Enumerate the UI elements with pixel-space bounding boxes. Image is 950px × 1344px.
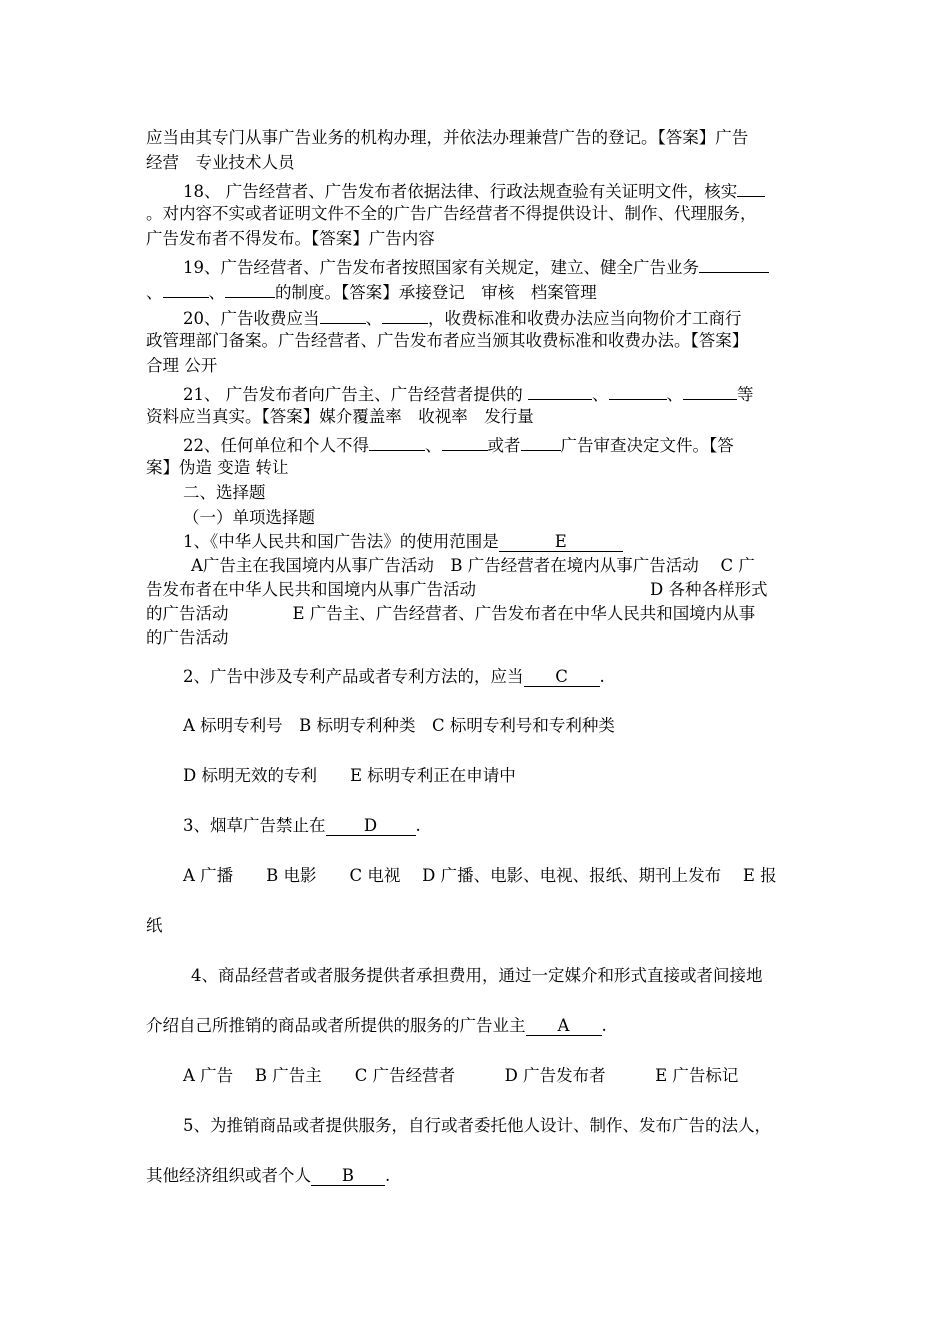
paragraph-line xyxy=(146,330,748,352)
question-19 xyxy=(183,254,769,279)
blank xyxy=(737,178,765,197)
option-line xyxy=(183,1065,738,1087)
blank xyxy=(683,381,737,400)
answer-blank: C xyxy=(524,668,600,687)
text: 的广告活动 xyxy=(146,628,229,647)
option-line xyxy=(183,715,615,737)
text: . xyxy=(385,1166,391,1185)
text: A 广告 B 广告主 C 广告经营者 D 广告发布者 E 广告标记 xyxy=(183,1066,739,1085)
text: 22、任何单位和个人不得 xyxy=(183,436,369,455)
option-line xyxy=(146,627,229,649)
paragraph-line xyxy=(146,127,748,149)
text: 19、广告经营者、广告发布者按照国家有关规定，建立、健全广告业务 xyxy=(183,258,699,277)
option-line xyxy=(183,765,516,787)
choice-question-2 xyxy=(183,666,605,688)
text: ，收费标准和收费办法应当向物价才工商行 xyxy=(428,309,742,328)
text: . xyxy=(601,1016,607,1035)
choice-question-1 xyxy=(183,531,623,553)
text: 5、为推销商品或者提供服务，自行或者委托他人设计、制作、发布广告的法人， xyxy=(183,1116,771,1135)
blank xyxy=(369,432,425,451)
text: 。对内容不实或者证明文件不全的广告广告经营者不得提供设计、制作、代理服务， xyxy=(146,204,757,223)
option-line xyxy=(146,603,755,625)
subsection-heading xyxy=(183,507,315,529)
text: 广告审查决定文件。【答 xyxy=(560,436,734,455)
option-line xyxy=(146,579,767,601)
text: D 各种各样形式 xyxy=(650,580,768,599)
text: 4、商品经营者或者服务提供者承担费用，通过一定媒介和形式直接或者间接地 xyxy=(191,966,763,985)
text: A 广播 B 电影 C 电视 D 广播、电影、电视、报纸、期刊上发布 E 报 xyxy=(183,866,777,885)
text: 纸 xyxy=(146,916,163,935)
text: 合理 公开 xyxy=(146,356,218,375)
text: 21、 广告发布者向广告主、广告经营者提供的 xyxy=(183,385,528,404)
blank xyxy=(609,381,667,400)
text: E 广告主、广告经营者、广告发布者在中华人民共和国境内从事 xyxy=(292,604,756,623)
answer-blank: B xyxy=(311,1167,385,1186)
paragraph-line xyxy=(146,406,534,428)
text: 3、烟草广告禁止在 xyxy=(183,816,326,835)
text: 1、《中华人民共和国广告法》的使用范围是 xyxy=(183,532,499,551)
choice-question-3 xyxy=(183,815,421,837)
text: 、 xyxy=(666,385,683,404)
question-22 xyxy=(183,432,734,457)
text: 、 xyxy=(146,283,163,302)
text: 、 xyxy=(208,283,225,302)
blank xyxy=(225,279,275,298)
text: 告发布者在中华人民共和国境内从事广告活动 xyxy=(146,580,476,599)
text: 或者 xyxy=(487,436,521,455)
blank xyxy=(442,432,488,451)
text: 、 xyxy=(425,436,442,455)
text: 、 xyxy=(365,309,382,328)
text: . xyxy=(415,816,421,835)
text: 二、选择题 xyxy=(183,483,266,502)
text: A 标明专利号 B 标明专利种类 C 标明专利号和专利种类 xyxy=(183,716,615,735)
text: 2、广告中涉及专利产品或者专利方法的，应当 xyxy=(183,667,524,686)
option-line xyxy=(191,555,755,577)
text: 等 xyxy=(737,385,754,404)
blank xyxy=(699,254,769,273)
text: 介绍自己所推销的商品或者所提供的服务的广告业主 xyxy=(146,1016,526,1035)
question-21 xyxy=(183,381,754,406)
text: 资料应当真实。【答案】媒介覆盖率 收视率 发行量 xyxy=(146,407,534,426)
option-line xyxy=(146,915,163,937)
text: （一）单项选择题 xyxy=(183,508,315,527)
paragraph-line xyxy=(146,1165,390,1187)
question-20 xyxy=(183,305,742,330)
paragraph-line xyxy=(146,228,435,250)
text: 政管理部门备案。广告经营者、广告发布者应当颁其收费标准和收费办法。【答案】 xyxy=(146,331,749,350)
blank xyxy=(528,381,592,400)
text: 的制度。【答案】承接登记 审核 档案管理 xyxy=(275,283,597,302)
blank xyxy=(163,279,209,298)
paragraph-line xyxy=(146,152,295,174)
text: . xyxy=(599,667,605,686)
answer-blank: A xyxy=(526,1017,602,1036)
paragraph-line xyxy=(146,355,217,377)
blank xyxy=(521,432,561,451)
blank xyxy=(382,305,428,324)
paragraph-line xyxy=(146,279,597,304)
choice-question-4 xyxy=(191,965,763,987)
paragraph-line xyxy=(146,457,289,479)
paragraph-line xyxy=(146,1015,607,1037)
text: 广告发布者不得发布。【答案】广告内容 xyxy=(146,229,435,248)
text: D 标明无效的专利 E 标明专利正在申请中 xyxy=(183,766,516,785)
text: 经营 专业技术人员 xyxy=(146,153,295,172)
text: A广告主在我国境内从事广告活动 B 广告经营者在境内从事广告活动 C 广 xyxy=(191,556,755,575)
text: 案】伪造 变造 转让 xyxy=(146,458,289,477)
section-heading xyxy=(183,482,266,504)
text: 的广告活动 xyxy=(146,604,229,623)
blank xyxy=(320,305,366,324)
option-line xyxy=(183,865,777,887)
text: 20、广告收费应当 xyxy=(183,309,320,328)
answer-blank: D xyxy=(326,817,416,836)
choice-question-5 xyxy=(183,1115,771,1137)
paragraph-line xyxy=(146,203,757,225)
text: 、 xyxy=(592,385,609,404)
text: 18、 广告经营者、广告发布者依据法律、行政法规查验有关证明文件，核实 xyxy=(183,182,738,201)
answer-blank: E xyxy=(499,533,623,552)
question-18 xyxy=(183,178,765,203)
text: 其他经济组织或者个人 xyxy=(146,1166,311,1185)
text: 应当由其专门从事广告业务的机构办理，并依法办理兼营广告的登记。【答案】广告 xyxy=(146,128,749,147)
